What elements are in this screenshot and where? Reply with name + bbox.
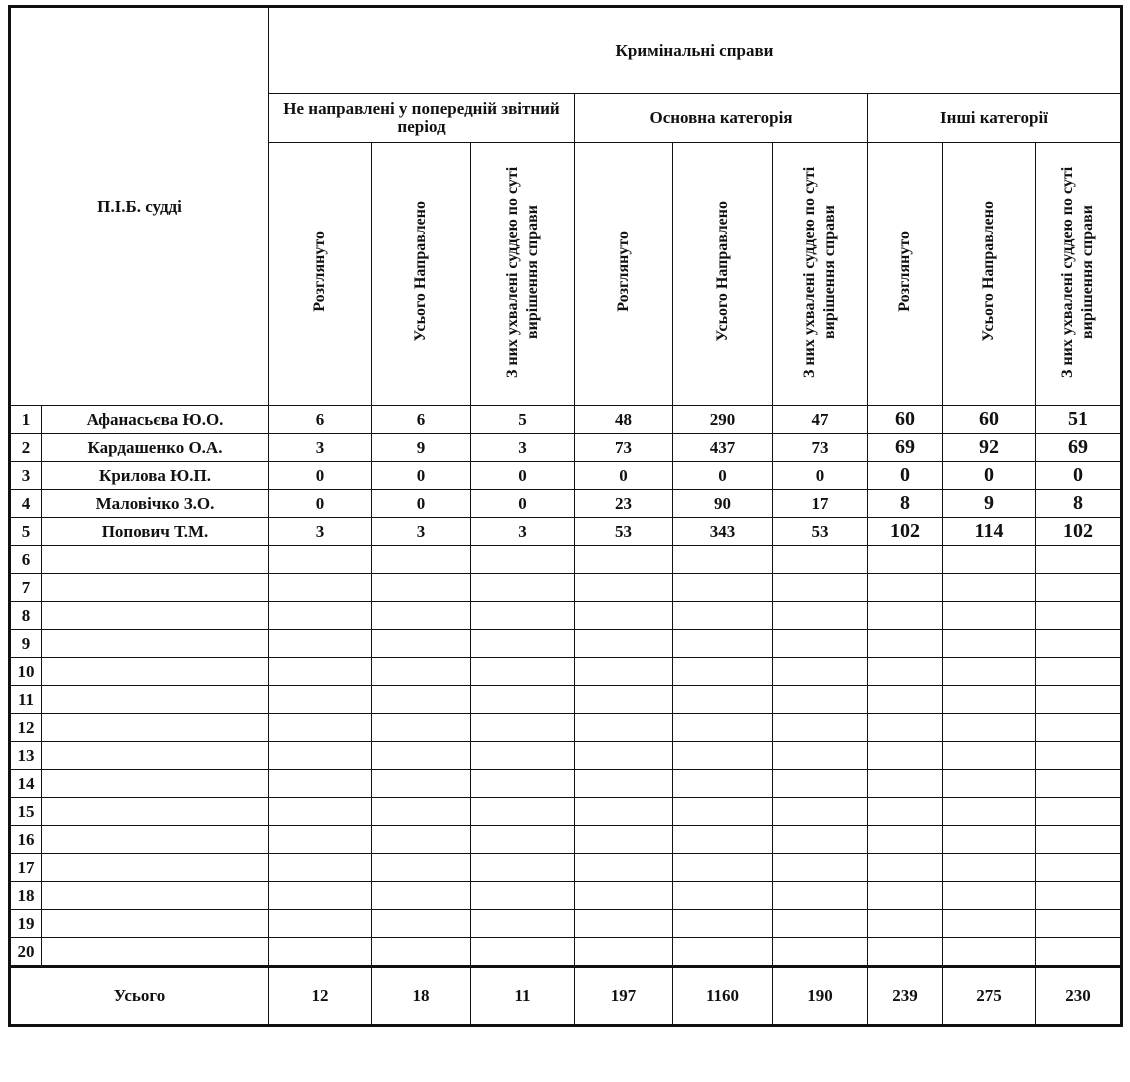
empty-cell bbox=[575, 686, 673, 714]
empty-cell bbox=[575, 826, 673, 854]
empty-cell bbox=[42, 854, 269, 882]
table-cell: 0 bbox=[269, 462, 372, 490]
empty-cell bbox=[471, 574, 575, 602]
table-cell: 9 bbox=[943, 490, 1036, 518]
table-cell: 3 bbox=[471, 434, 575, 462]
empty-cell bbox=[42, 686, 269, 714]
table-cell: 0 bbox=[943, 462, 1036, 490]
table-cell: 5 bbox=[471, 406, 575, 434]
empty-cell bbox=[269, 546, 372, 574]
table-cell: 60 bbox=[868, 406, 943, 434]
subcolumn-header bbox=[868, 143, 943, 406]
empty-row bbox=[10, 910, 1122, 938]
totals-label: Усього bbox=[10, 967, 269, 1026]
row-number: 19 bbox=[10, 910, 42, 938]
empty-cell bbox=[673, 938, 773, 967]
empty-cell bbox=[42, 798, 269, 826]
empty-cell bbox=[269, 826, 372, 854]
empty-cell bbox=[269, 742, 372, 770]
empty-cell bbox=[471, 882, 575, 910]
table-cell: 3 bbox=[269, 518, 372, 546]
empty-cell bbox=[773, 658, 868, 686]
empty-cell bbox=[575, 630, 673, 658]
empty-cell bbox=[673, 714, 773, 742]
group-header-main-category: Основна категорія bbox=[575, 94, 868, 143]
empty-cell bbox=[868, 938, 943, 967]
empty-cell bbox=[372, 882, 471, 910]
empty-cell bbox=[943, 742, 1036, 770]
judge-name: Афанасьєва Ю.О. bbox=[42, 406, 269, 434]
subcolumn-header-label: З них ухвалені суддею по суті вирішення справи bbox=[503, 165, 541, 378]
empty-cell bbox=[269, 770, 372, 798]
empty-cell bbox=[42, 546, 269, 574]
report-sheet bbox=[8, 5, 1123, 1027]
empty-cell bbox=[1036, 574, 1122, 602]
empty-cell bbox=[269, 938, 372, 967]
row-number: 6 bbox=[10, 546, 42, 574]
empty-cell bbox=[471, 798, 575, 826]
empty-cell bbox=[868, 630, 943, 658]
subcolumn-header-label: Розглянуто bbox=[311, 231, 328, 312]
table-cell: 92 bbox=[943, 434, 1036, 462]
row-number: 5 bbox=[10, 518, 42, 546]
empty-cell bbox=[42, 882, 269, 910]
empty-cell bbox=[575, 602, 673, 630]
table-cell: 0 bbox=[773, 462, 868, 490]
empty-row bbox=[10, 630, 1122, 658]
empty-cell bbox=[372, 770, 471, 798]
empty-cell bbox=[1036, 714, 1122, 742]
empty-cell bbox=[673, 826, 773, 854]
empty-cell bbox=[868, 546, 943, 574]
table-row bbox=[10, 518, 1122, 546]
empty-cell bbox=[943, 602, 1036, 630]
judge-name: Кардашенко О.А. bbox=[42, 434, 269, 462]
empty-cell bbox=[1036, 630, 1122, 658]
empty-cell bbox=[471, 546, 575, 574]
empty-cell bbox=[471, 826, 575, 854]
empty-cell bbox=[1036, 686, 1122, 714]
empty-cell bbox=[673, 630, 773, 658]
table-cell: 17 bbox=[773, 490, 868, 518]
table-cell: 48 bbox=[575, 406, 673, 434]
empty-cell bbox=[773, 938, 868, 967]
empty-cell bbox=[575, 546, 673, 574]
table-cell: 0 bbox=[372, 490, 471, 518]
row-number: 16 bbox=[10, 826, 42, 854]
row-number: 3 bbox=[10, 462, 42, 490]
empty-cell bbox=[1036, 770, 1122, 798]
empty-cell bbox=[1036, 826, 1122, 854]
table-cell: 0 bbox=[372, 462, 471, 490]
main-title: Кримінальні справи bbox=[269, 7, 1122, 94]
row-number: 11 bbox=[10, 686, 42, 714]
table-cell: 3 bbox=[269, 434, 372, 462]
empty-cell bbox=[1036, 882, 1122, 910]
subcolumn-header-label: Усього Направлено bbox=[713, 201, 731, 342]
empty-cell bbox=[42, 770, 269, 798]
empty-cell bbox=[42, 826, 269, 854]
empty-cell bbox=[943, 938, 1036, 967]
empty-row bbox=[10, 658, 1122, 686]
empty-cell bbox=[372, 630, 471, 658]
empty-cell bbox=[471, 770, 575, 798]
empty-cell bbox=[471, 686, 575, 714]
table-cell: 73 bbox=[575, 434, 673, 462]
empty-cell bbox=[868, 854, 943, 882]
group-header-not-sent: Не направлені у попередній звітний період bbox=[269, 94, 575, 143]
empty-cell bbox=[868, 742, 943, 770]
empty-cell bbox=[868, 574, 943, 602]
subcolumn-header bbox=[773, 143, 868, 406]
empty-cell bbox=[1036, 602, 1122, 630]
empty-row bbox=[10, 546, 1122, 574]
empty-cell bbox=[269, 602, 372, 630]
empty-cell bbox=[673, 798, 773, 826]
row-number: 9 bbox=[10, 630, 42, 658]
table-cell: 343 bbox=[673, 518, 773, 546]
row-number: 4 bbox=[10, 490, 42, 518]
totals-row bbox=[10, 967, 1122, 1026]
empty-cell bbox=[868, 882, 943, 910]
empty-cell bbox=[269, 798, 372, 826]
table-cell: 6 bbox=[372, 406, 471, 434]
empty-cell bbox=[372, 602, 471, 630]
judge-name: Маловічко З.О. bbox=[42, 490, 269, 518]
total-cell: 275 bbox=[943, 967, 1036, 1026]
empty-cell bbox=[943, 686, 1036, 714]
subcolumn-header-label: З них ухвалені суддею по суті вирішення справи bbox=[1059, 165, 1096, 378]
subcolumn-header bbox=[943, 143, 1036, 406]
empty-cell bbox=[575, 938, 673, 967]
empty-cell bbox=[372, 714, 471, 742]
empty-row bbox=[10, 882, 1122, 910]
subcolumn-header bbox=[471, 143, 575, 406]
row-number: 18 bbox=[10, 882, 42, 910]
empty-cell bbox=[943, 630, 1036, 658]
empty-cell bbox=[471, 630, 575, 658]
table-cell: 53 bbox=[575, 518, 673, 546]
judge-name: Крилова Ю.П. bbox=[42, 462, 269, 490]
subcolumn-header-label: З них ухвалені суддею по суті вирішення справи bbox=[801, 165, 838, 378]
empty-row bbox=[10, 798, 1122, 826]
empty-cell bbox=[868, 658, 943, 686]
table-cell: 8 bbox=[868, 490, 943, 518]
row-number: 8 bbox=[10, 602, 42, 630]
criminal-cases-table bbox=[8, 5, 1123, 1027]
empty-cell bbox=[1036, 742, 1122, 770]
table-cell: 69 bbox=[1036, 434, 1122, 462]
table-row bbox=[10, 406, 1122, 434]
empty-cell bbox=[673, 574, 773, 602]
empty-cell bbox=[471, 714, 575, 742]
table-cell: 0 bbox=[1036, 462, 1122, 490]
empty-cell bbox=[673, 546, 773, 574]
empty-cell bbox=[773, 630, 868, 658]
empty-cell bbox=[773, 574, 868, 602]
empty-cell bbox=[1036, 938, 1122, 967]
table-cell: 47 bbox=[773, 406, 868, 434]
empty-cell bbox=[471, 910, 575, 938]
empty-cell bbox=[943, 658, 1036, 686]
table-cell: 90 bbox=[673, 490, 773, 518]
row-number: 14 bbox=[10, 770, 42, 798]
empty-cell bbox=[575, 742, 673, 770]
empty-cell bbox=[943, 882, 1036, 910]
table-cell: 102 bbox=[1036, 518, 1122, 546]
empty-cell bbox=[372, 826, 471, 854]
table-cell: 0 bbox=[868, 462, 943, 490]
table-cell: 437 bbox=[673, 434, 773, 462]
row-number: 13 bbox=[10, 742, 42, 770]
empty-cell bbox=[471, 602, 575, 630]
table-cell: 69 bbox=[868, 434, 943, 462]
empty-cell bbox=[868, 826, 943, 854]
total-cell: 197 bbox=[575, 967, 673, 1026]
empty-cell bbox=[1036, 658, 1122, 686]
empty-row bbox=[10, 714, 1122, 742]
total-cell: 230 bbox=[1036, 967, 1122, 1026]
empty-cell bbox=[42, 658, 269, 686]
table-cell: 0 bbox=[471, 490, 575, 518]
total-cell: 190 bbox=[773, 967, 868, 1026]
subcolumn-header bbox=[673, 143, 773, 406]
empty-cell bbox=[372, 658, 471, 686]
table-cell: 0 bbox=[575, 462, 673, 490]
empty-cell bbox=[372, 686, 471, 714]
empty-cell bbox=[943, 854, 1036, 882]
empty-cell bbox=[42, 602, 269, 630]
empty-cell bbox=[372, 910, 471, 938]
empty-cell bbox=[1036, 910, 1122, 938]
empty-cell bbox=[943, 910, 1036, 938]
header-row-title bbox=[10, 7, 1122, 94]
empty-cell bbox=[773, 798, 868, 826]
empty-row bbox=[10, 742, 1122, 770]
empty-cell bbox=[269, 714, 372, 742]
table-cell: 0 bbox=[269, 490, 372, 518]
empty-cell bbox=[269, 882, 372, 910]
table-cell: 60 bbox=[943, 406, 1036, 434]
row-number: 7 bbox=[10, 574, 42, 602]
empty-cell bbox=[773, 546, 868, 574]
row-number: 10 bbox=[10, 658, 42, 686]
empty-cell bbox=[673, 854, 773, 882]
empty-cell bbox=[575, 770, 673, 798]
empty-cell bbox=[773, 854, 868, 882]
group-header-other-categories: Інші категорії bbox=[868, 94, 1122, 143]
empty-cell bbox=[269, 574, 372, 602]
empty-cell bbox=[372, 938, 471, 967]
table-cell: 114 bbox=[943, 518, 1036, 546]
table-cell: 3 bbox=[471, 518, 575, 546]
judge-name: Попович Т.М. bbox=[42, 518, 269, 546]
table-cell: 9 bbox=[372, 434, 471, 462]
subcolumn-header bbox=[575, 143, 673, 406]
row-number: 12 bbox=[10, 714, 42, 742]
empty-cell bbox=[868, 770, 943, 798]
empty-cell bbox=[868, 714, 943, 742]
subcolumn-header-label: Розглянуто bbox=[614, 231, 632, 312]
table-cell: 290 bbox=[673, 406, 773, 434]
empty-cell bbox=[42, 910, 269, 938]
empty-row bbox=[10, 826, 1122, 854]
empty-cell bbox=[1036, 854, 1122, 882]
empty-cell bbox=[372, 546, 471, 574]
table-row bbox=[10, 462, 1122, 490]
table-cell: 102 bbox=[868, 518, 943, 546]
empty-cell bbox=[269, 686, 372, 714]
empty-cell bbox=[773, 742, 868, 770]
empty-cell bbox=[269, 630, 372, 658]
empty-cell bbox=[868, 686, 943, 714]
subcolumn-header bbox=[372, 143, 471, 406]
row-number: 2 bbox=[10, 434, 42, 462]
empty-cell bbox=[943, 826, 1036, 854]
judge-name-header: П.І.Б. судді bbox=[10, 7, 269, 406]
empty-cell bbox=[673, 882, 773, 910]
table-cell: 6 bbox=[269, 406, 372, 434]
empty-cell bbox=[372, 742, 471, 770]
empty-cell bbox=[269, 910, 372, 938]
subcolumn-header-label: Розглянуто bbox=[896, 231, 913, 312]
table-row bbox=[10, 490, 1122, 518]
total-cell: 12 bbox=[269, 967, 372, 1026]
empty-cell bbox=[673, 770, 773, 798]
empty-row bbox=[10, 854, 1122, 882]
total-cell: 11 bbox=[471, 967, 575, 1026]
empty-cell bbox=[773, 602, 868, 630]
empty-cell bbox=[269, 854, 372, 882]
table-cell: 51 bbox=[1036, 406, 1122, 434]
empty-cell bbox=[943, 574, 1036, 602]
empty-cell bbox=[868, 910, 943, 938]
empty-cell bbox=[943, 546, 1036, 574]
empty-cell bbox=[773, 714, 868, 742]
table-cell: 8 bbox=[1036, 490, 1122, 518]
empty-cell bbox=[372, 574, 471, 602]
empty-row bbox=[10, 686, 1122, 714]
empty-cell bbox=[868, 798, 943, 826]
empty-cell bbox=[471, 854, 575, 882]
empty-cell bbox=[943, 714, 1036, 742]
empty-cell bbox=[673, 910, 773, 938]
row-number: 1 bbox=[10, 406, 42, 434]
empty-cell bbox=[1036, 546, 1122, 574]
empty-cell bbox=[943, 798, 1036, 826]
subcolumn-header-label: Усього Направлено bbox=[412, 201, 429, 342]
empty-cell bbox=[575, 658, 673, 686]
empty-cell bbox=[673, 658, 773, 686]
empty-cell bbox=[1036, 798, 1122, 826]
empty-cell bbox=[269, 658, 372, 686]
empty-cell bbox=[42, 742, 269, 770]
empty-cell bbox=[673, 742, 773, 770]
empty-cell bbox=[42, 574, 269, 602]
table-cell: 0 bbox=[673, 462, 773, 490]
empty-cell bbox=[42, 938, 269, 967]
total-cell: 18 bbox=[372, 967, 471, 1026]
empty-cell bbox=[575, 882, 673, 910]
empty-cell bbox=[673, 686, 773, 714]
subcolumn-header bbox=[269, 143, 372, 406]
empty-cell bbox=[773, 686, 868, 714]
subcolumn-header-label: Усього Направлено bbox=[980, 201, 997, 342]
empty-cell bbox=[471, 742, 575, 770]
empty-cell bbox=[575, 854, 673, 882]
row-number: 20 bbox=[10, 938, 42, 967]
empty-cell bbox=[471, 658, 575, 686]
table-cell: 0 bbox=[471, 462, 575, 490]
empty-cell bbox=[773, 770, 868, 798]
total-cell: 1160 bbox=[673, 967, 773, 1026]
empty-row bbox=[10, 938, 1122, 967]
empty-cell bbox=[372, 798, 471, 826]
row-number: 15 bbox=[10, 798, 42, 826]
empty-row bbox=[10, 770, 1122, 798]
table-cell: 73 bbox=[773, 434, 868, 462]
empty-cell bbox=[868, 602, 943, 630]
empty-cell bbox=[575, 574, 673, 602]
empty-cell bbox=[372, 854, 471, 882]
table-row bbox=[10, 434, 1122, 462]
subcolumn-header bbox=[1036, 143, 1122, 406]
empty-cell bbox=[575, 910, 673, 938]
empty-cell bbox=[773, 882, 868, 910]
empty-row bbox=[10, 574, 1122, 602]
empty-cell bbox=[773, 910, 868, 938]
empty-cell bbox=[673, 602, 773, 630]
empty-cell bbox=[575, 714, 673, 742]
empty-cell bbox=[773, 826, 868, 854]
empty-row bbox=[10, 602, 1122, 630]
row-number: 17 bbox=[10, 854, 42, 882]
empty-cell bbox=[943, 770, 1036, 798]
empty-cell bbox=[471, 938, 575, 967]
table-cell: 53 bbox=[773, 518, 868, 546]
empty-cell bbox=[575, 798, 673, 826]
empty-cell bbox=[42, 630, 269, 658]
table-cell: 23 bbox=[575, 490, 673, 518]
table-cell: 3 bbox=[372, 518, 471, 546]
total-cell: 239 bbox=[868, 967, 943, 1026]
empty-cell bbox=[42, 714, 269, 742]
